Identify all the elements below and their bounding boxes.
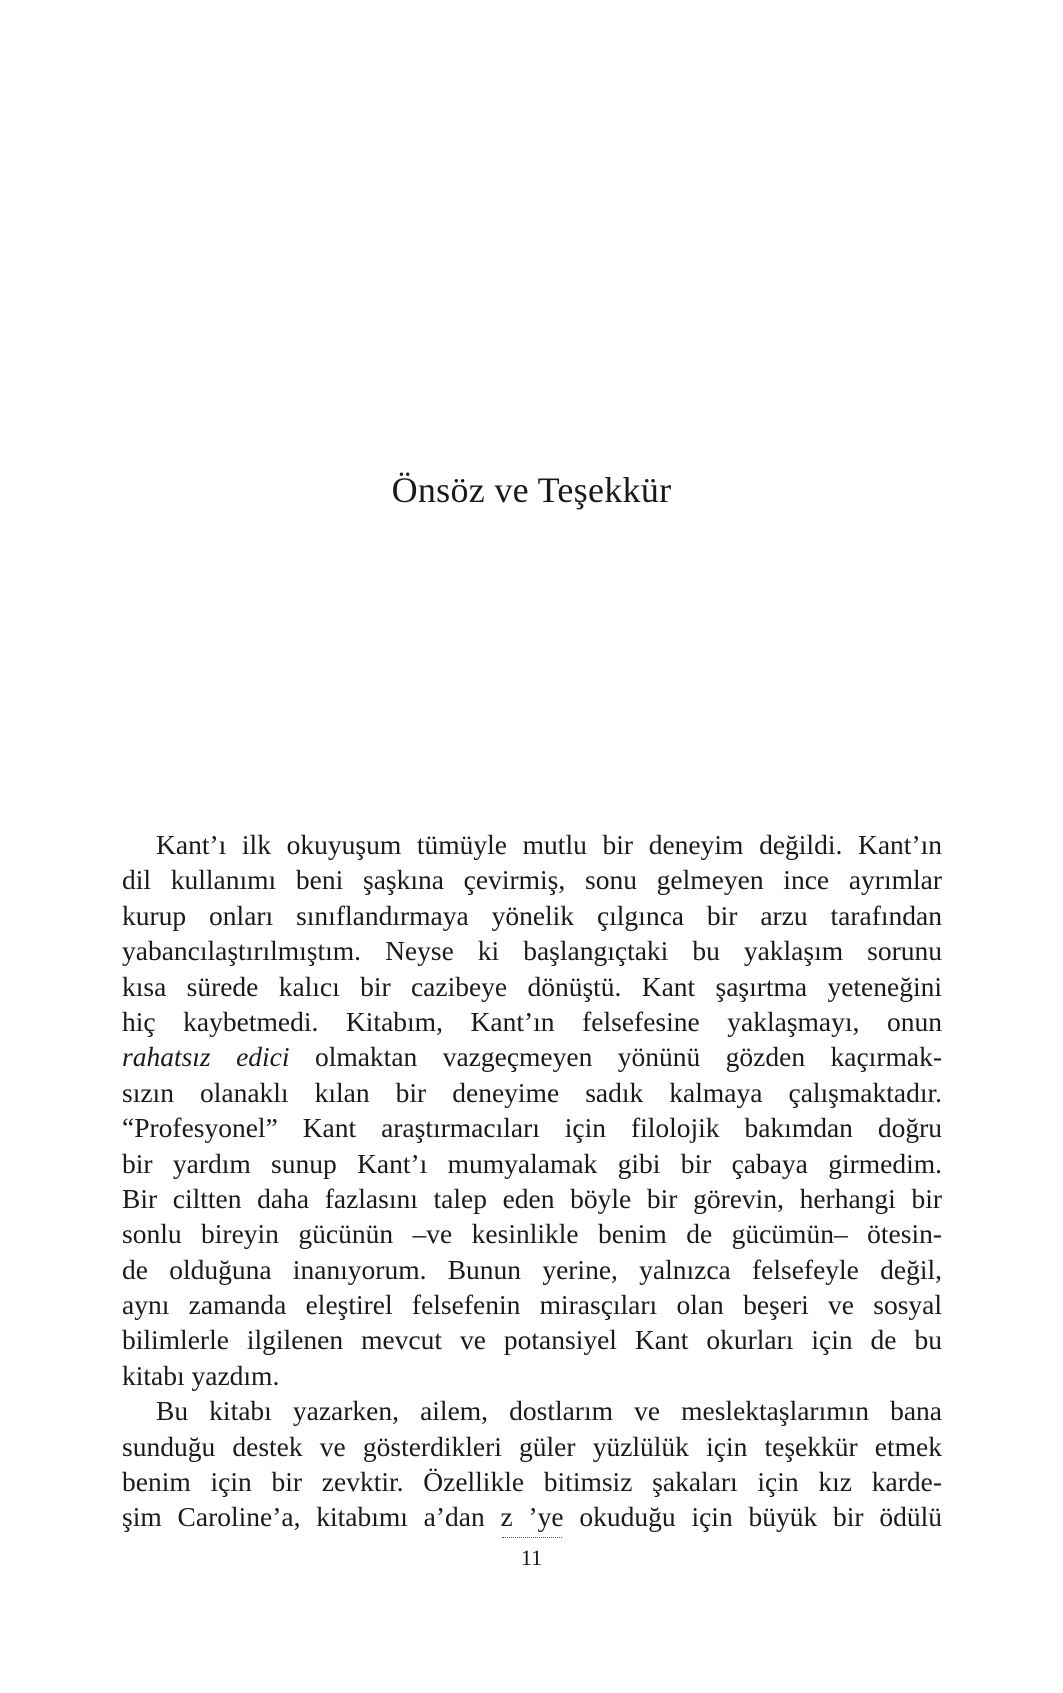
text-line [122, 1039, 942, 1074]
text-line: sunduğu destek ve gösterdikleri güler yüzlülük için teşekkür etmek [122, 1430, 942, 1462]
text-line: “Profesyonel” Kant araştırmacıları için filolojik bakımdan doğru [122, 1112, 942, 1144]
text-line: hiç kaybetmedi. Kitabım, Kant’ın felsefesine yaklaşmayı, onun [122, 1005, 942, 1037]
footer-divider [502, 1537, 562, 1538]
text-line: dil kullanımı beni şaşkına çevirmiş, sonu gelmeyen ince ayrımlar [122, 864, 942, 896]
text-line: Kant’ı ilk okuyuşum tümüyle mutlu bir deneyim değildi. Kant’ın [156, 829, 942, 860]
text-line: de olduğuna inanıyorum. Bunun yerine, yalnızca felsefeyle değil, [122, 1253, 942, 1285]
text-fragment: olmaktan vazgeçmeyen yönünü gözden kaçırmak- [289, 1041, 942, 1073]
text-line: benim için bir zevktir. Özellikle bitimsiz şakaları için kız karde- [122, 1466, 942, 1498]
paragraph-2 [122, 1393, 942, 1535]
text-line: kitabı yazdım. [122, 1359, 280, 1391]
page-title: Önsöz ve Teşekkür [391, 470, 672, 510]
paragraph-1 [122, 827, 942, 1393]
text-line: aynı zamanda eleştirel felsefenin mirasçıları olan beşeri ve sosyal [122, 1289, 942, 1321]
text-line: Bir ciltten daha fazlasını talep eden böyle bir görevin, herhangi bir [122, 1182, 942, 1214]
text-line: yabancılaştırılmıştım. Neyse ki başlangıçtaki bu yaklaşım sorunu [122, 935, 942, 967]
page-number: 11 [520, 1545, 543, 1570]
text-line: sızın olanaklı kılan bir deneyime sadık kalmaya çalışmaktadır. [122, 1076, 942, 1108]
text-line: bilimlerle ilgilenen mevcut ve potansiyel Kant okurları için de bu [122, 1324, 942, 1356]
text-line: şim Caroline’a, kitabımı a’dan z ’ye okuduğu için büyük bir ödülü [122, 1501, 942, 1533]
text-line: kurup onları sınıflandırmaya yönelik çılgınca bir arzu tarafından [122, 899, 942, 931]
text-line: bir yardım sunup Kant’ı mumyalamak gibi bir çabaya girmedim. [122, 1147, 942, 1179]
body-text [122, 827, 942, 1535]
text-line: Bu kitabı yazarken, ailem, dostlarım ve meslektaşlarımın bana [156, 1395, 942, 1427]
text-line: sonlu bireyin gücünün –ve kesinlikle benim de gücümün– ötesin- [122, 1218, 942, 1250]
text-line: kısa sürede kalıcı bir cazibeye dönüştü. Kant şaşırtma yeteneğini [122, 970, 942, 1002]
italic-phrase: rahatsız edici [122, 1041, 290, 1073]
